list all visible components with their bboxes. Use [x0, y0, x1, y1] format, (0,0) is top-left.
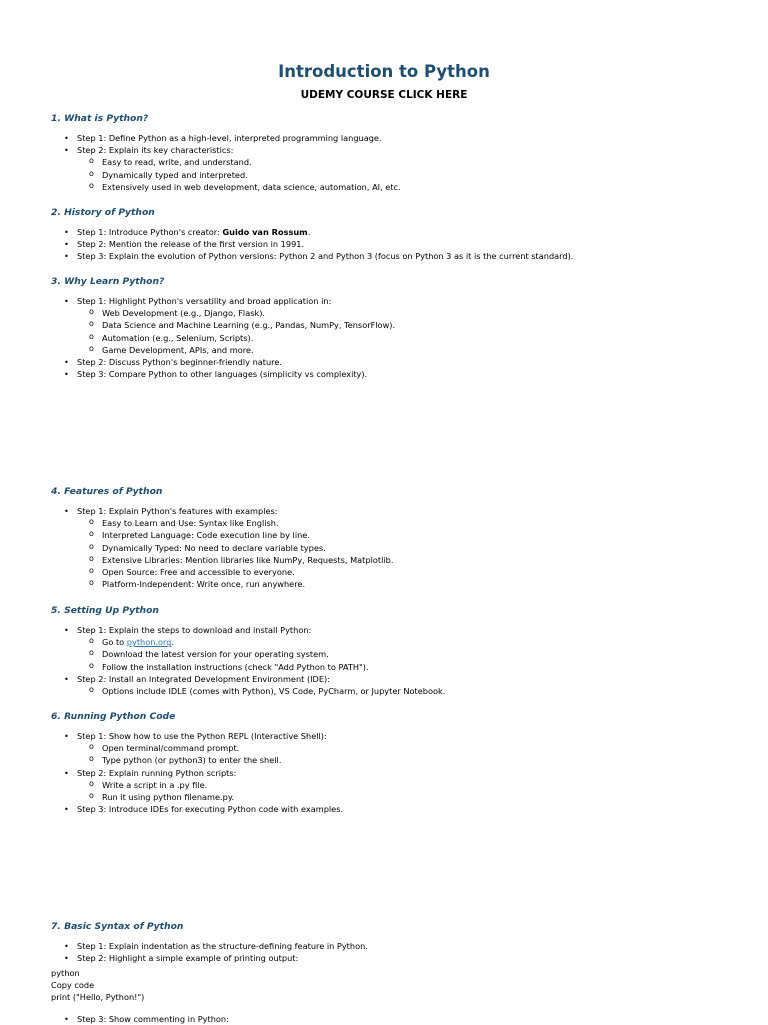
- creator-name: Guido van Rossum: [222, 227, 308, 237]
- sub-item: o Run it using python filename.py.: [51, 791, 731, 803]
- section-heading: 6. Running Python Code: [51, 711, 176, 722]
- sub-item: o Game Development, APIs, and more.: [51, 344, 731, 356]
- code-line: print ("Hello, Python!"): [51, 992, 145, 1003]
- step-item: • Step 2: Discuss Python's beginner-friendly nature.: [51, 356, 731, 368]
- sub-item: o Extensive Libraries: Mention libraries like NumPy, Requests, Matplotlib.: [51, 554, 731, 566]
- sub-item: o Web Development (e.g., Django, Flask).: [51, 307, 731, 319]
- step-list: [51, 505, 731, 590]
- step-item: • Step 1: Highlight Python's versatility and broad application in:: [51, 295, 731, 307]
- section-heading: 1. What is Python?: [51, 113, 149, 124]
- section-heading: 5. Setting Up Python: [51, 605, 159, 616]
- step-list: [51, 730, 731, 815]
- sub-item: o Interpreted Language: Code execution line by line.: [51, 529, 731, 541]
- step-item: • Step 2: Install an Integrated Development Environment (IDE):: [51, 673, 731, 685]
- code-language-label: python: [51, 968, 80, 978]
- sub-item: o Automation (e.g., Selenium, Scripts).: [51, 332, 731, 344]
- sub-item: o Dynamically Typed: No need to declare variable types.: [51, 542, 731, 554]
- python-org-link[interactable]: python.org: [126, 637, 172, 648]
- section-heading: 3. Why Learn Python?: [51, 276, 165, 287]
- step-list: [51, 295, 731, 380]
- step-text: Step 1: Introduce Python's creator:: [77, 227, 223, 237]
- sub-item: o Extensively used in web development, data science, automation, AI, etc.: [51, 181, 731, 193]
- step-item: • Step 1: Explain indentation as the structure-defining feature in Python.: [51, 940, 731, 952]
- step-item: • Step 2: Highlight a simple example of printing output:: [51, 952, 731, 964]
- step-text-end: .: [307, 227, 311, 237]
- sub-item: o Go to python.org.: [51, 636, 731, 648]
- step-item: • Step 3: Explain the evolution of Python versions: Python 2 and Python 3 (focus on Python 3 as it is the current standard).: [51, 250, 731, 262]
- step-list: [51, 132, 731, 193]
- section-why-learn-python: [51, 275, 731, 380]
- sub-item: o Open Source: Free and accessible to everyone.: [51, 566, 731, 578]
- sub-item: o Type python (or python3) to enter the shell.: [51, 754, 731, 766]
- udemy-course-link[interactable]: UDEMY COURSE CLICK HERE: [300, 89, 468, 101]
- step-item: • Step 2: Mention the release of the first version in 1991.: [51, 238, 731, 250]
- section-history-of-python: [51, 206, 731, 263]
- step-item: • Step 3: Compare Python to other languages (simplicity vs complexity).: [51, 368, 731, 380]
- step-list: [51, 1013, 731, 1025]
- section-heading: 7. Basic Syntax of Python: [51, 921, 184, 932]
- sub-item: o Easy to Learn and Use: Syntax like English.: [51, 517, 731, 529]
- section-features-of-python: [51, 485, 731, 590]
- sub-item: o Data Science and Machine Learning (e.g., Pandas, NumPy, TensorFlow).: [51, 319, 731, 331]
- step-item: • Step 1: Define Python as a high-level, interpreted programming language.: [51, 132, 731, 144]
- step-item: [51, 226, 731, 238]
- step-item: • Step 2: Explain running Python scripts:: [51, 767, 731, 779]
- step-item: • Step 1: Explain Python's features with examples:: [51, 505, 731, 517]
- sub-item: o Open terminal/command prompt.: [51, 742, 731, 754]
- sub-item: o Options include IDLE (comes with Python), VS Code, PyCharm, or Jupyter Notebook.: [51, 685, 731, 697]
- sub-item: o Download the latest version for your operating system.: [51, 648, 731, 660]
- sub-item: o Easy to read, write, and understand.: [51, 156, 731, 168]
- section-basic-syntax: [51, 920, 731, 964]
- sub-item: o Follow the installation instructions (check "Add Python to PATH").: [51, 661, 731, 673]
- copy-code-button[interactable]: Copy code: [51, 980, 95, 991]
- section-setting-up-python: [51, 604, 731, 697]
- section-running-python-code: [51, 710, 731, 815]
- section-what-is-python: [51, 112, 731, 193]
- section-basic-syntax-continued: [51, 1013, 731, 1025]
- step-item: • Step 1: Show how to use the Python REPL (Interactive Shell):: [51, 730, 731, 742]
- step-item: • Step 2: Explain its key characteristics:: [51, 144, 731, 156]
- sub-text: Go to: [102, 637, 127, 648]
- step-item: • Step 3: Show commenting in Python:: [51, 1013, 731, 1025]
- document-title: Introduction to Python: [278, 62, 490, 81]
- step-item: • Step 1: Explain the steps to download and install Python:: [51, 624, 731, 636]
- section-heading: 4. Features of Python: [51, 486, 163, 497]
- sub-item: o Platform-Independent: Write once, run anywhere.: [51, 578, 731, 590]
- code-example: [51, 967, 731, 1004]
- step-item: • Step 3: Introduce IDEs for executing Python code with examples.: [51, 803, 731, 815]
- step-list: [51, 226, 731, 263]
- step-list: [51, 624, 731, 697]
- sub-item: o Write a script in a .py file.: [51, 779, 731, 791]
- section-heading: 2. History of Python: [51, 207, 155, 218]
- sub-item: o Dynamically typed and interpreted.: [51, 169, 731, 181]
- step-list: [51, 940, 731, 964]
